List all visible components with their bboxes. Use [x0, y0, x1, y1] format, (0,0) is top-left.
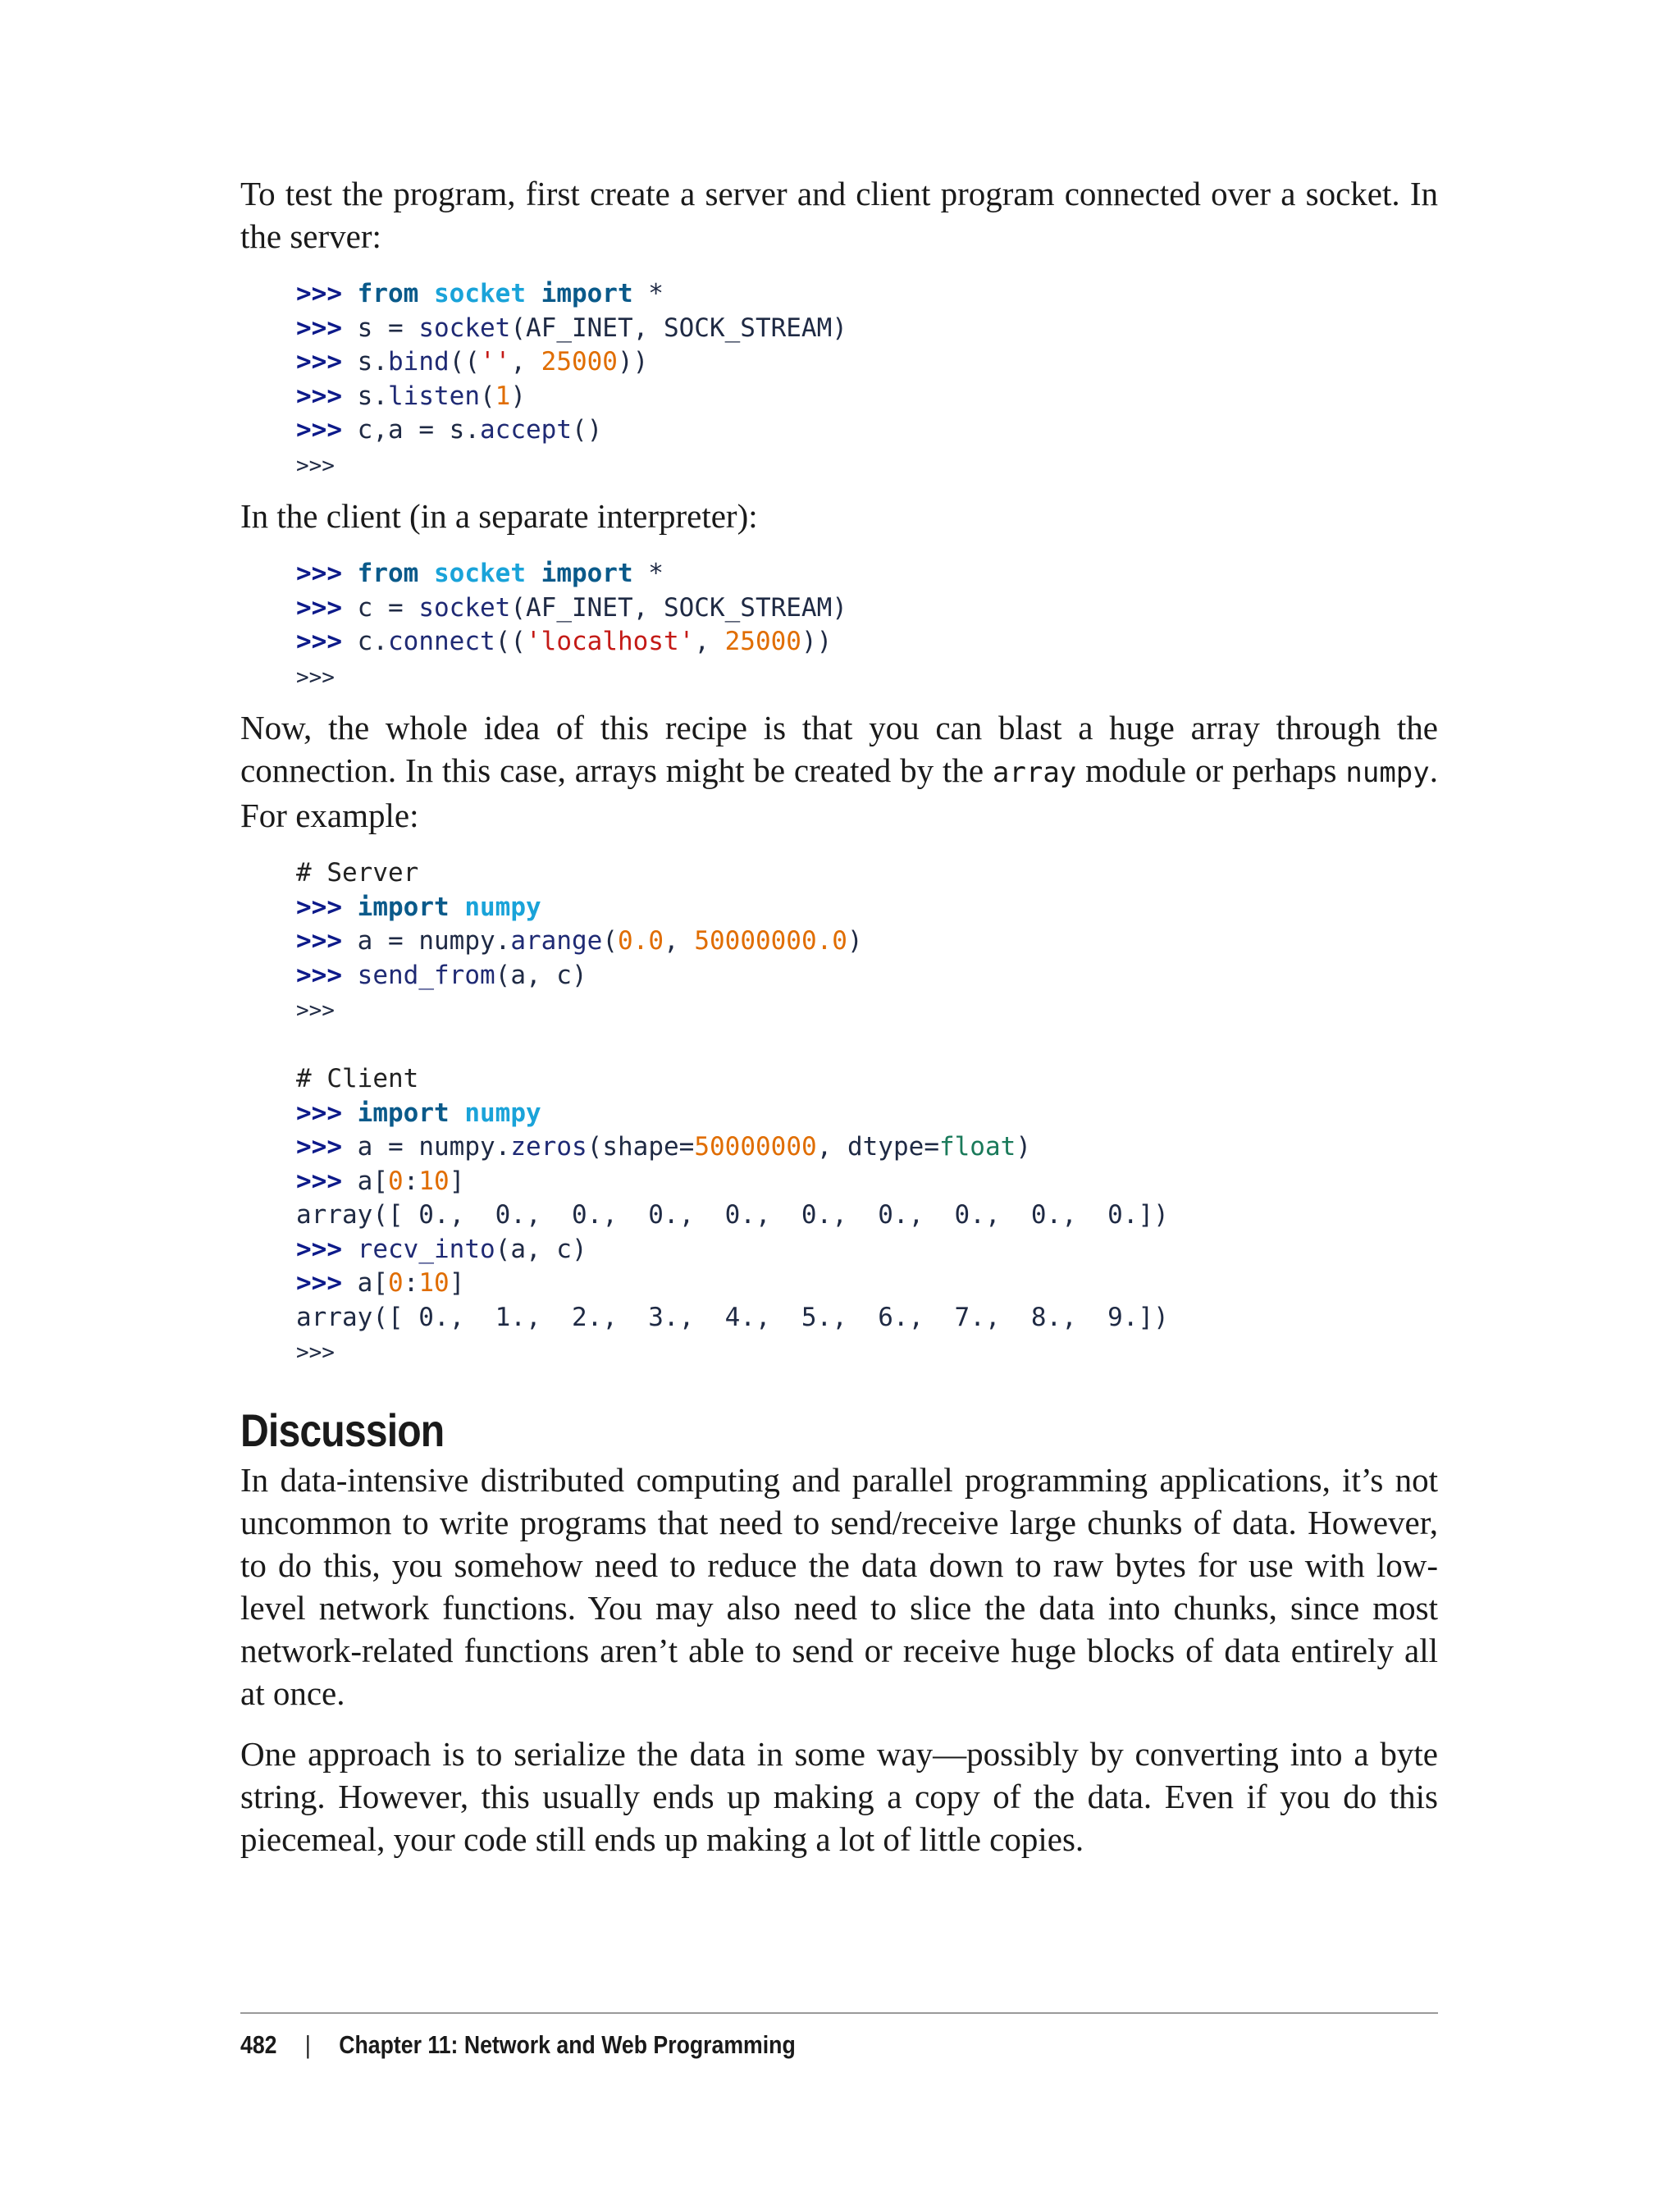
code-block-client: >>> from socket import * >>> c = socket(AF_INET, SOCK_STREAM) >>> c.connect(('localhost', 25000)) >>> [296, 559, 847, 690]
paragraph-intro: To test the program, first create a server and client program connected over a socket. In the server: [240, 175, 1438, 255]
section-heading-discussion: Discussion [240, 1404, 445, 1456]
code-block-server: >>> from socket import * >>> s = socket(AF_INET, SOCK_STREAM) >>> s.bind(('', 25000)) >>> s.listen(1) >>> c,a = s.accept() >>> [296, 279, 847, 478]
paragraph-example: Now, the whole idea of this recipe is that you can blast a huge array through the connection. In this case, arrays might be created by the array module or perhaps numpy. For example: [240, 709, 1438, 834]
paragraph-discussion-2: One approach is to serialize the data in some way—possibly by converting into a byte string. However, this usually ends up making a copy of the data. Even if you do this piecemeal, your code still ends up making a lot of little copies. [240, 1734, 1438, 1858]
paragraph-discussion-1: In data-intensive distributed computing and parallel programming applications, it’s not uncommon to write programs that need to send/receive large chunks of data. However, to do this, you somehow need to reduce the data down to raw bytes for use with low-level network functions. You may also need to slice the data into chunks, since most network-related functions aren’t able to send or receive huge blocks of data entirely all at once. [240, 1460, 1438, 1712]
code-block-example: # Server >>> import numpy >>> a = numpy.arange(0.0, 50000000.0) >>> send_from(a, c) >>> # Client >>> import numpy >>> a = numpy.zeros(shape=50000000, dtype=float) >>> a[0:10] array([ 0., 0., 0., 0., 0., 0., 0., 0., 0., 0.]) >>> recv_into(a, c) >>> a[0:10] array([ 0., 1., 2., 3., 4., 5., 6., 7., 8., 9.]) >>> [296, 858, 1169, 1365]
footer-separator: | [304, 2030, 311, 2059]
inline-code-numpy: numpy [1345, 756, 1430, 789]
inline-code-array: array [992, 756, 1077, 789]
chapter-title: Chapter 11: Network and Web Programming [339, 2030, 796, 2059]
paragraph-client: In the client (in a separate interpreter): [240, 497, 758, 535]
page-content [240, 172, 1438, 1860]
repl-prompt: >>> [296, 279, 342, 308]
page-footer [240, 2012, 1438, 2060]
page-number: 482 [240, 2030, 277, 2059]
output-zeros: array([ 0., 0., 0., 0., 0., 0., 0., 0., 0., 0.]) [296, 1200, 1169, 1230]
output-filled: array([ 0., 1., 2., 3., 4., 5., 6., 7., 8., 9.]) [296, 1302, 1169, 1332]
